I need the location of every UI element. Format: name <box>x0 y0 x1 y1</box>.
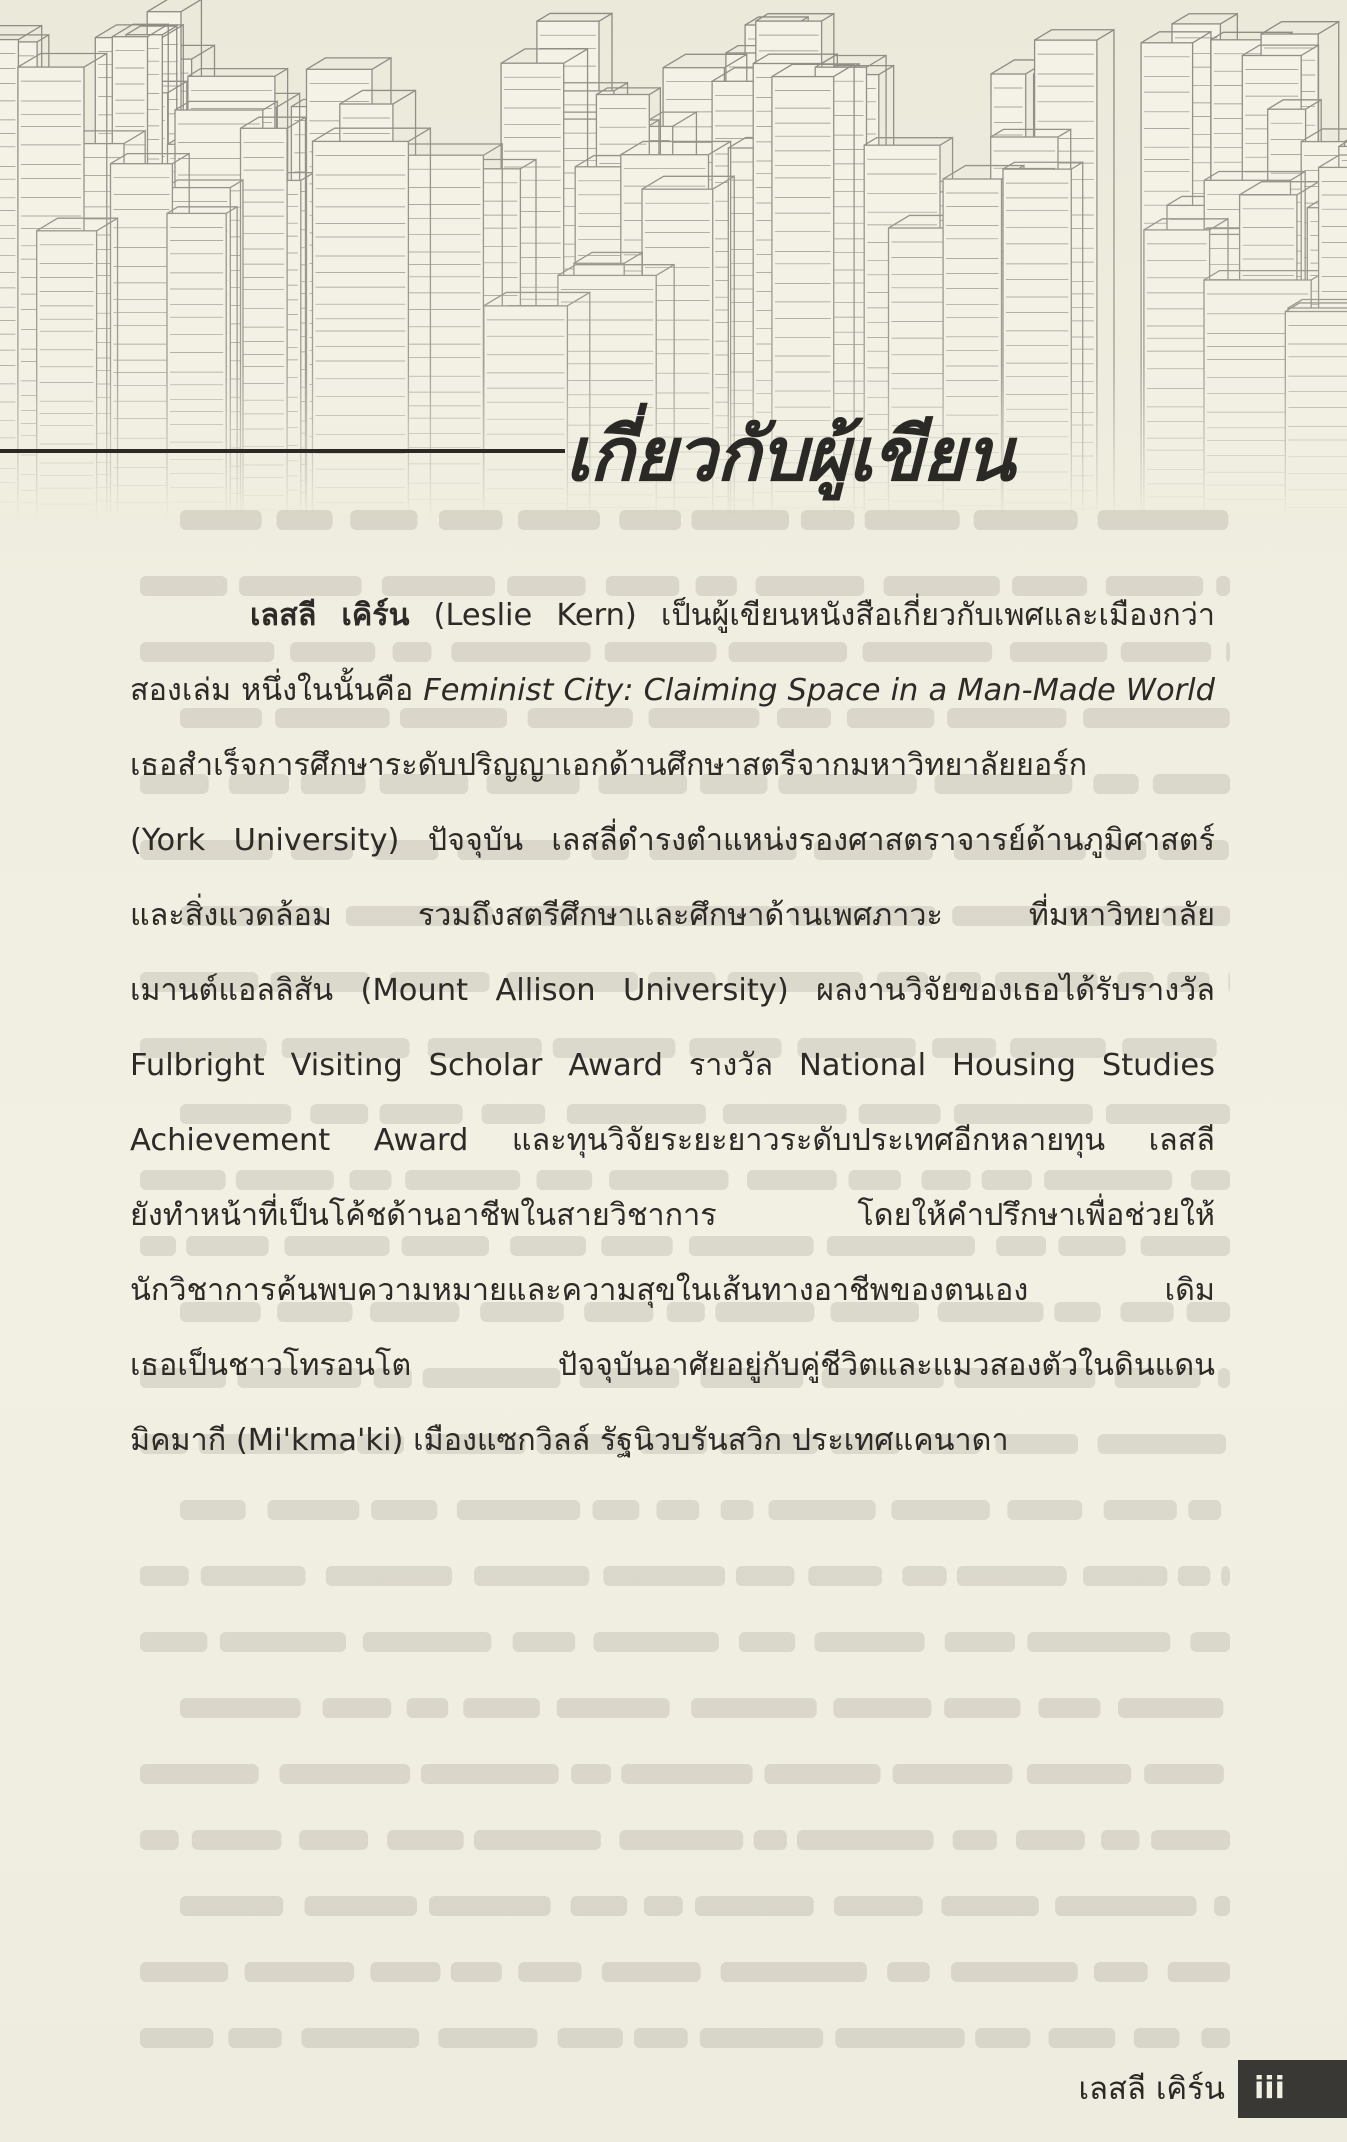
bleed-through-word <box>268 1500 360 1520</box>
author-name: เลสลี เคิร์น <box>250 598 410 633</box>
bleed-through-word <box>438 2028 537 2048</box>
bleed-through-word <box>808 1566 882 1586</box>
bleed-through-word <box>518 1962 581 1982</box>
bleed-through-word <box>439 510 503 530</box>
bio-line-2-text: สองเล่ม หนึ่งในนั้นคือ <box>130 673 424 708</box>
bleed-through-word <box>754 1830 787 1850</box>
bleed-through-word <box>602 1962 701 1982</box>
bleed-through-word <box>558 2028 623 2048</box>
bleed-through-word <box>571 1764 611 1784</box>
bleed-through-word <box>323 1698 392 1718</box>
bleed-through-word <box>557 1698 670 1718</box>
bleed-through-word <box>180 1896 283 1916</box>
bleed-through-word <box>370 1962 440 1982</box>
bleed-through-word <box>797 1830 934 1850</box>
bleed-through-word <box>1188 1500 1221 1520</box>
bleed-through-word <box>1228 972 1230 992</box>
bleed-through-word <box>350 510 417 530</box>
bleed-through-word <box>1016 1830 1085 1850</box>
bleed-through-word <box>371 1500 437 1520</box>
bleed-through-word <box>180 510 262 530</box>
bleed-through-word <box>941 1896 1038 1916</box>
bio-line-1-text: (Leslie Kern) เป็นผู้เขียนหนังสือเกี่ยวกับเพศและเมืองกว่า <box>409 598 1215 633</box>
bleed-through-word <box>1104 1500 1177 1520</box>
bleed-through-word <box>429 1896 551 1916</box>
bleed-through-word <box>951 1962 1078 1982</box>
bleed-through-word <box>1214 1896 1230 1916</box>
bio-line-6: เมานต์แอลลิสัน (Mount Allison University) ผลงานวิจัยของเธอได้รับรางวัล <box>130 973 1215 1008</box>
bleed-through-word <box>634 2028 688 2048</box>
bleed-through-word <box>1101 1830 1139 1850</box>
bleed-through-word <box>1178 1566 1210 1586</box>
author-bio <box>130 578 1215 1478</box>
bleed-through-word <box>1027 1764 1131 1784</box>
bleed-through-word <box>1151 1830 1230 1850</box>
bleed-through-word <box>656 1500 699 1520</box>
bleed-through-word <box>593 1500 640 1520</box>
bleed-through-word <box>451 1962 502 1982</box>
bleed-through-word <box>518 510 600 530</box>
bio-line-9: ยังทำหน้าที่เป็นโค้ชด้านอาชีพในสายวิชาการ โดยให้คำปรึกษาเพื่อช่วยให้ <box>130 1198 1215 1233</box>
bleed-through-word <box>975 2028 1030 2048</box>
bleed-through-word <box>833 1698 931 1718</box>
bleed-through-word <box>957 1566 1067 1586</box>
bleed-through-word <box>801 510 854 530</box>
bleed-through-word <box>1218 1368 1230 1388</box>
bleed-through-word <box>140 1632 207 1652</box>
bleed-through-word <box>1216 576 1230 596</box>
bleed-through-word <box>1168 1962 1230 1982</box>
bleed-through-word <box>571 1896 628 1916</box>
bleed-through-word <box>891 1500 989 1520</box>
bleed-through-word <box>739 1632 795 1652</box>
bleed-through-word <box>944 1698 1020 1718</box>
bleed-through-word <box>835 2028 964 2048</box>
bleed-through-word <box>603 1566 725 1586</box>
bleed-through-word <box>765 1764 881 1784</box>
bleed-through-word <box>1049 2028 1116 2048</box>
bleed-through-word <box>140 2028 213 2048</box>
bio-line-12: มิคมากี (Mi'kma'ki) เมืองแซกวิลล์ รัฐนิวบรันสวิก ประเทศแคนาดา <box>130 1423 1009 1458</box>
bleed-through-word <box>1201 2028 1230 2048</box>
bleed-through-word <box>700 2028 823 2048</box>
book-title: Feminist City: Claiming Space in a Man-Made World <box>423 673 1215 708</box>
bleed-through-word <box>1118 1698 1223 1718</box>
bleed-through-word <box>815 1632 925 1652</box>
bleed-through-word <box>953 1830 997 1850</box>
bio-line-4: (York University) ปัจจุบัน เลสลี่ดำรงตำแหน่งรองศาสตราจารย์ด้านภูมิศาสตร์ <box>130 823 1215 858</box>
heading-rule <box>0 449 565 453</box>
bleed-through-word <box>180 1698 301 1718</box>
bleed-through-word <box>277 510 333 530</box>
bleed-through-word <box>228 2028 281 2048</box>
bleed-through-word <box>621 1764 752 1784</box>
bleed-through-word <box>902 1566 946 1586</box>
bleed-through-word <box>1083 1566 1167 1586</box>
bleed-through-word <box>192 1830 281 1850</box>
bio-line-8: Achievement Award และทุนวิจัยระยะยาวระดับประเทศอีกหลายทุน เลสลี <box>130 1123 1215 1158</box>
bleed-through-word <box>387 1830 464 1850</box>
bleed-through-word <box>1098 510 1229 530</box>
bleed-through-word <box>513 1632 576 1652</box>
bleed-through-word <box>326 1566 452 1586</box>
bleed-through-word <box>974 510 1078 530</box>
bio-line-11: เธอเป็นชาวโทรอนโต ปัจจุบันอาศัยอยู่กับคู่ชีวิตและแมวสองตัวในดินแดน <box>130 1348 1215 1383</box>
bleed-through-word <box>299 1830 368 1850</box>
bleed-through-word <box>1134 2028 1180 2048</box>
bleed-through-word <box>1191 1632 1231 1652</box>
bio-line-2 <box>130 653 1215 728</box>
bleed-through-word <box>695 1896 814 1916</box>
bleed-through-word <box>220 1632 346 1652</box>
bleed-through-word <box>893 1764 1013 1784</box>
bleed-through-word <box>201 1566 306 1586</box>
bleed-through-word <box>245 1962 355 1982</box>
bleed-through-word <box>691 510 789 530</box>
bleed-through-word <box>421 1764 559 1784</box>
bleed-through-word <box>644 1896 683 1916</box>
bleed-through-word <box>1094 1962 1148 1982</box>
bio-line-3: เธอสำเร็จการศึกษาระดับปริญญาเอกด้านศึกษาสตรีจากมหาวิทยาลัยยอร์ก <box>130 748 1088 783</box>
bleed-through-word <box>407 1698 449 1718</box>
bleed-through-word <box>721 1500 754 1520</box>
bleed-through-word <box>1221 1566 1230 1586</box>
chapter-heading: เกี่ยวกับผู้เขียน <box>565 412 1014 498</box>
bleed-through-word <box>769 1500 876 1520</box>
bleed-through-word <box>593 1632 718 1652</box>
bleed-through-word <box>619 510 681 530</box>
bio-line-7: Fulbright Visiting Scholar Award รางวัล National Housing Studies <box>130 1048 1215 1083</box>
bleed-through-word <box>736 1566 795 1586</box>
bleed-through-word <box>301 2028 419 2048</box>
bleed-through-word <box>834 1896 923 1916</box>
bleed-through-word <box>1226 642 1230 662</box>
bleed-through-word <box>474 1830 601 1850</box>
bleed-through-word <box>140 1962 228 1982</box>
bio-line-1 <box>130 578 1215 653</box>
bleed-through-word <box>691 1698 817 1718</box>
bleed-through-word <box>865 510 960 530</box>
bleed-through-word <box>1144 1764 1224 1784</box>
bleed-through-word <box>1055 1896 1196 1916</box>
bleed-through-word <box>1007 1500 1082 1520</box>
bleed-through-word <box>887 1962 930 1982</box>
bleed-through-word <box>463 1698 540 1718</box>
bleed-through-word <box>140 1764 259 1784</box>
bleed-through-word <box>1038 1698 1100 1718</box>
bleed-through-word <box>305 1896 418 1916</box>
bio-line-5: และสิ่งแวดล้อม รวมถึงสตรีศึกษาและศึกษาด้านเพศภาวะ ที่มหาวิทยาลัย <box>130 898 1215 933</box>
bleed-through-word <box>280 1764 411 1784</box>
running-footer-author: เลสลี เคิร์น <box>1078 2071 1225 2107</box>
bleed-through-word <box>180 1500 246 1520</box>
bleed-through-word <box>363 1632 492 1652</box>
bleed-through-word <box>140 1830 179 1850</box>
bleed-through-word <box>721 1962 867 1982</box>
bleed-through-word <box>474 1566 589 1586</box>
page-number-tab: iii <box>1238 2060 1347 2118</box>
bleed-through-word <box>140 1566 189 1586</box>
bleed-through-word <box>945 1632 1015 1652</box>
bio-line-10: นักวิชาการค้นพบความหมายและความสุขในเส้นทางอาชีพของตนเอง เดิม <box>130 1273 1215 1308</box>
bleed-through-word <box>1027 1632 1170 1652</box>
bleed-through-word <box>619 1830 743 1850</box>
bleed-through-word <box>457 1500 580 1520</box>
